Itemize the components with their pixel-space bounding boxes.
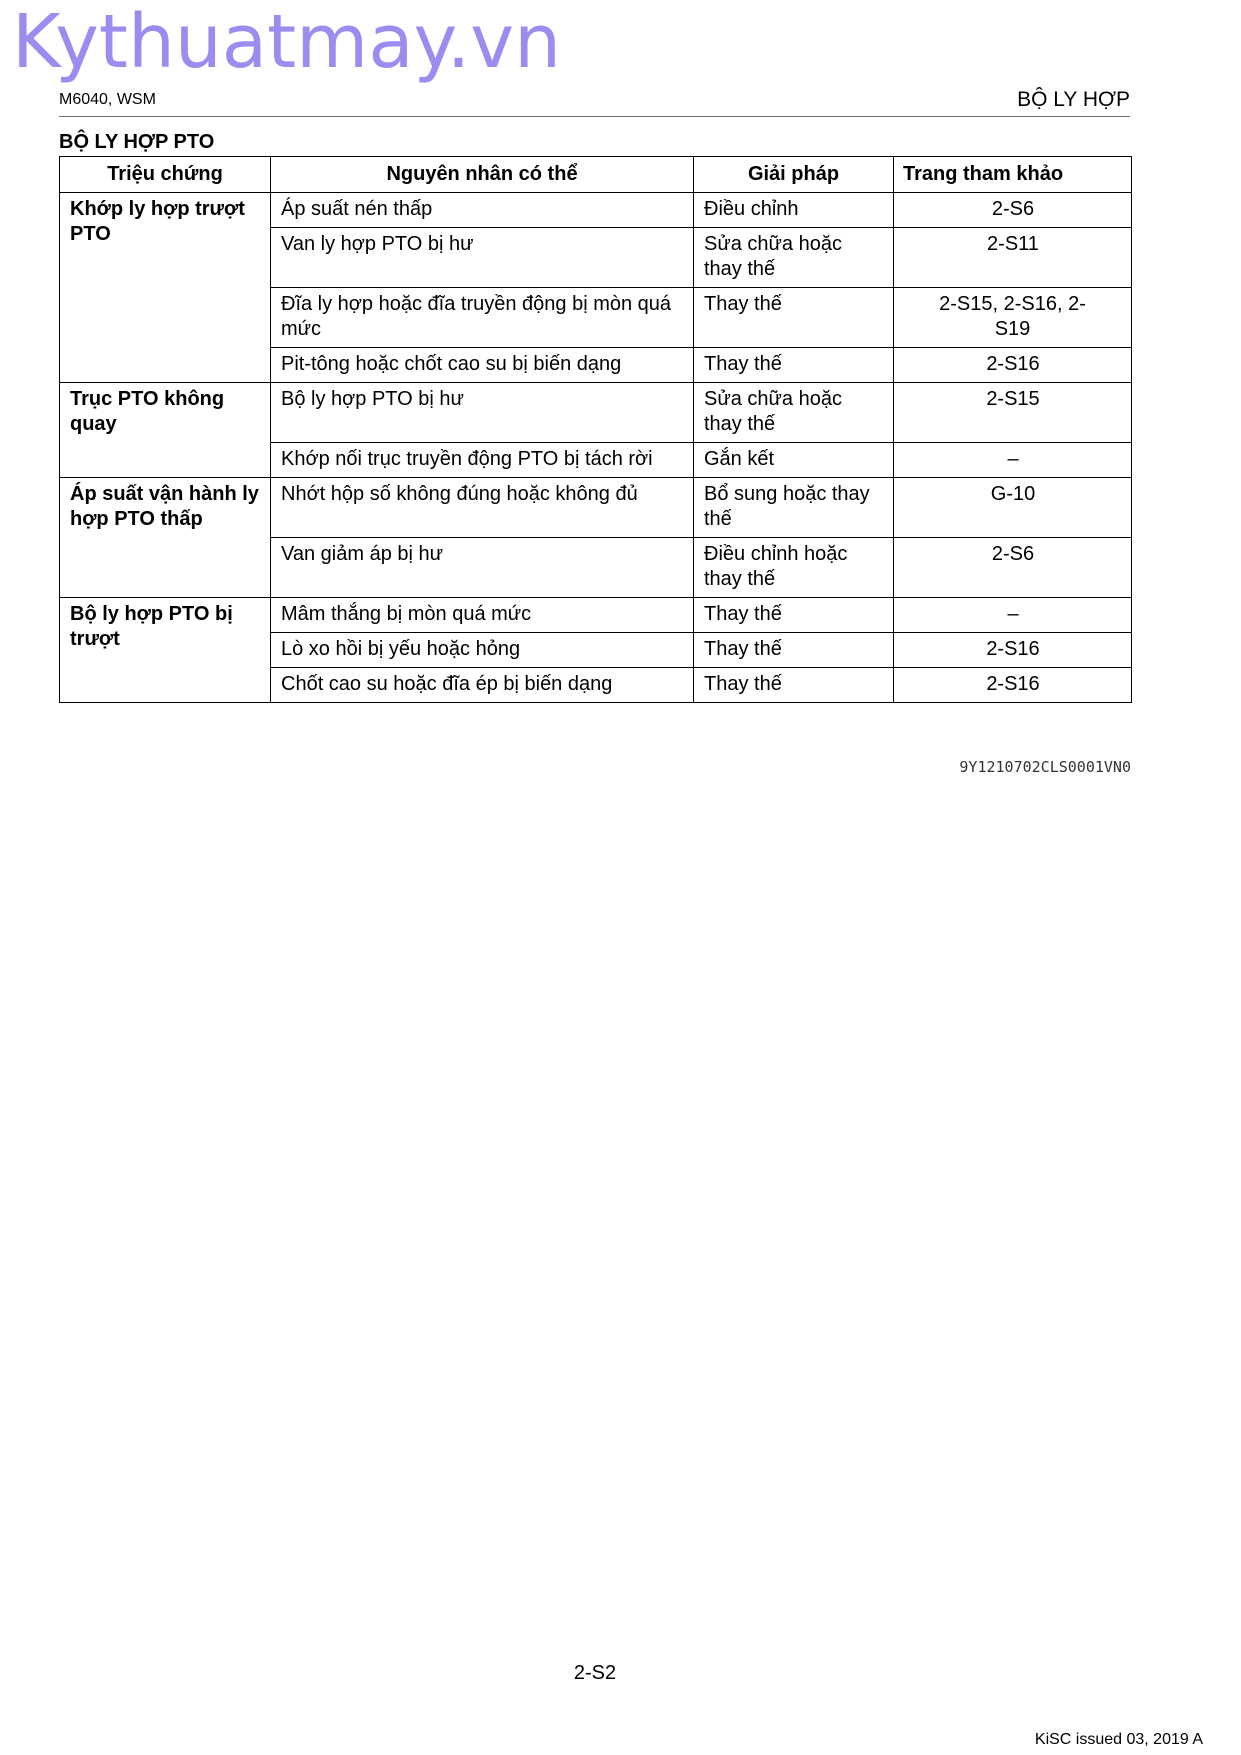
solution-cell: Thay thế bbox=[694, 348, 894, 383]
watermark-logo: Kythuatmay.vn bbox=[12, 0, 562, 85]
reference-cell: 2-S16 bbox=[894, 633, 1132, 668]
symptom-cell: Trục PTO không quay bbox=[60, 383, 271, 478]
solution-cell: Bổ sung hoặc thay thế bbox=[694, 478, 894, 538]
solution-cell: Thay thế bbox=[694, 598, 894, 633]
solution-cell: Điều chỉnh hoặc thay thế bbox=[694, 538, 894, 598]
page-number: 2-S2 bbox=[573, 1662, 617, 1684]
reference-cell: 2-S16 bbox=[894, 668, 1132, 703]
reference-cell: 2-S16 bbox=[894, 348, 1132, 383]
header-chapter: BỘ LY HỢP bbox=[1017, 88, 1130, 111]
solution-cell: Sửa chữa hoặc thay thế bbox=[694, 228, 894, 288]
solution-cell: Điều chỉnh bbox=[694, 193, 894, 228]
table-row bbox=[60, 383, 1132, 443]
solution-cell: Thay thế bbox=[694, 668, 894, 703]
cause-cell: Mâm thắng bị mòn quá mức bbox=[271, 598, 694, 633]
troubleshooting-table bbox=[59, 156, 1132, 703]
header-cause: Nguyên nhân có thể bbox=[271, 157, 694, 193]
document-code: 9Y1210702CLS0001VN0 bbox=[959, 758, 1131, 776]
reference-cell: 2-S15 bbox=[894, 383, 1132, 443]
solution-cell: Thay thế bbox=[694, 633, 894, 668]
solution-cell: Sửa chữa hoặc thay thế bbox=[694, 383, 894, 443]
symptom-cell: Khớp ly hợp trượt PTO bbox=[60, 193, 271, 383]
table-row bbox=[60, 598, 1132, 633]
table-row bbox=[60, 478, 1132, 538]
cause-cell: Áp suất nén thấp bbox=[271, 193, 694, 228]
solution-cell: Gắn kết bbox=[694, 443, 894, 478]
cause-cell: Đĩa ly hợp hoặc đĩa truyền động bị mòn quá mức bbox=[271, 288, 694, 348]
reference-cell: 2-S6 bbox=[894, 193, 1132, 228]
reference-cell: 2-S6 bbox=[894, 538, 1132, 598]
reference-cell: – bbox=[894, 598, 1132, 633]
header-solution: Giải pháp bbox=[694, 157, 894, 193]
reference-cell: 2-S15, 2-S16, 2-S19 bbox=[894, 288, 1132, 348]
cause-cell: Lò xo hồi bị yếu hoặc hỏng bbox=[271, 633, 694, 668]
solution-cell: Thay thế bbox=[694, 288, 894, 348]
table-header-row bbox=[60, 157, 1132, 193]
cause-cell: Pit-tông hoặc chốt cao su bị biến dạng bbox=[271, 348, 694, 383]
header-reference: Trang tham khảo bbox=[894, 157, 1132, 193]
issue-info: KiSC issued 03, 2019 A bbox=[1034, 1731, 1203, 1748]
section-title: BỘ LY HỢP PTO bbox=[59, 131, 215, 153]
header-symptom: Triệu chứng bbox=[60, 157, 271, 193]
cause-cell: Khớp nối trục truyền động PTO bị tách rời bbox=[271, 443, 694, 478]
cause-cell: Van giảm áp bị hư bbox=[271, 538, 694, 598]
symptom-cell: Áp suất vận hành ly hợp PTO thấp bbox=[60, 478, 271, 598]
reference-cell: G-10 bbox=[894, 478, 1132, 538]
reference-cell: – bbox=[894, 443, 1132, 478]
cause-cell: Van ly hợp PTO bị hư bbox=[271, 228, 694, 288]
cause-cell: Chốt cao su hoặc đĩa ép bị biến dạng bbox=[271, 668, 694, 703]
table-row bbox=[60, 193, 1132, 228]
symptom-cell: Bộ ly hợp PTO bị trượt bbox=[60, 598, 271, 703]
cause-cell: Bộ ly hợp PTO bị hư bbox=[271, 383, 694, 443]
header-model: M6040, WSM bbox=[59, 91, 156, 108]
reference-cell: 2-S11 bbox=[894, 228, 1132, 288]
header-divider bbox=[59, 116, 1130, 117]
cause-cell: Nhớt hộp số không đúng hoặc không đủ bbox=[271, 478, 694, 538]
